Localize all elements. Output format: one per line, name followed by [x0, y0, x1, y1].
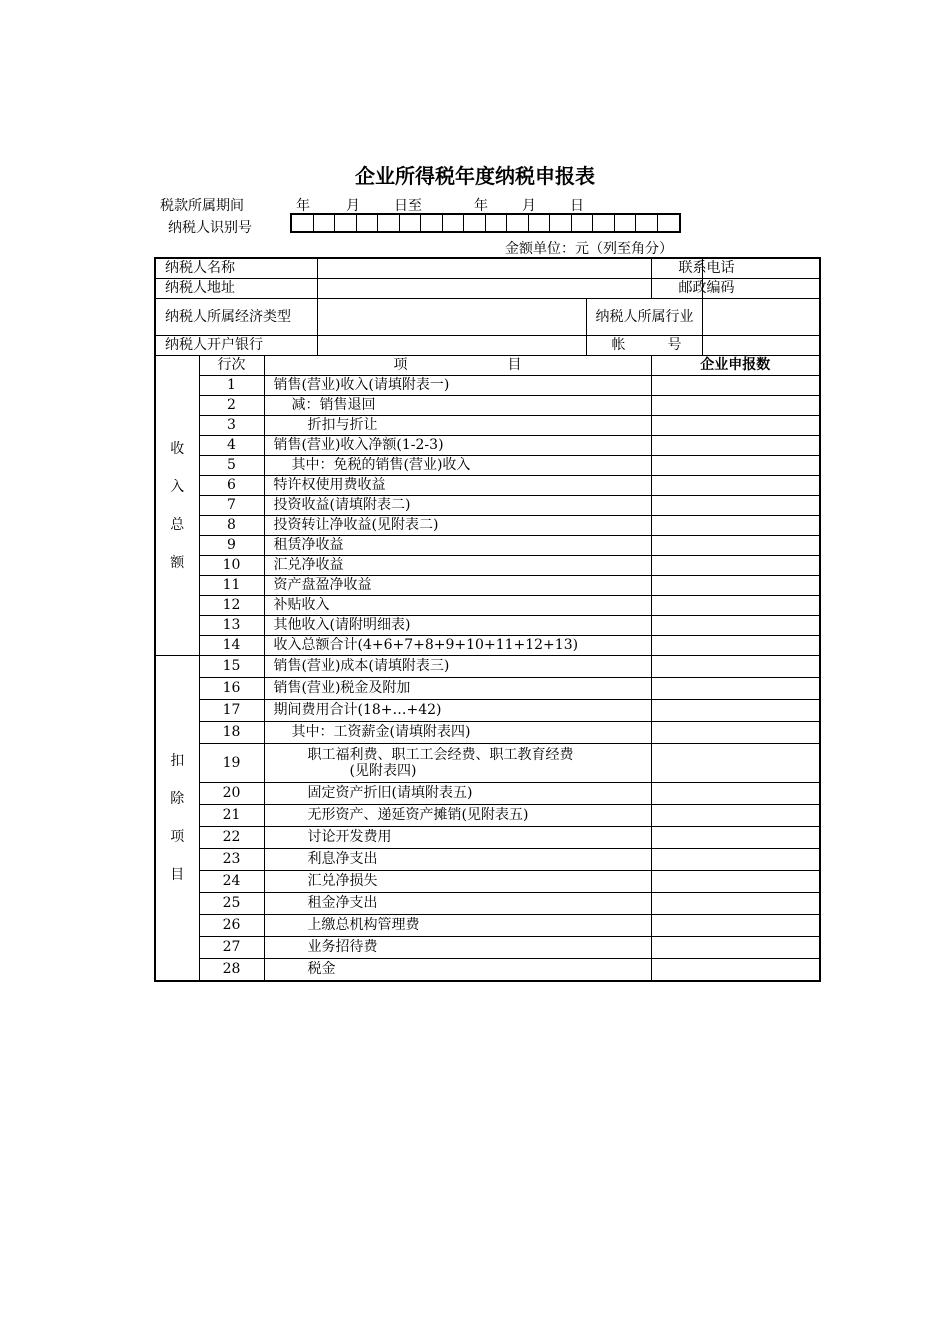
- row-item-text: 期间费用合计(18+…+42): [273, 702, 442, 718]
- section-income-char: 收: [170, 440, 185, 457]
- row-number: 12: [199, 596, 264, 616]
- row-amount-field[interactable]: [651, 556, 820, 576]
- account-field[interactable]: [702, 336, 820, 356]
- row-amount-field[interactable]: [651, 849, 820, 871]
- row-item: [264, 476, 651, 496]
- bank-label: 纳税人开户银行: [155, 336, 317, 356]
- period-line: [160, 195, 584, 215]
- id-digit-box[interactable]: [636, 215, 658, 231]
- row-number: 17: [199, 700, 264, 722]
- info-row-address: [155, 279, 820, 299]
- account-label: 帐 号: [586, 336, 702, 356]
- table-row: [155, 959, 820, 982]
- row-item-text: 其中：工资薪金(请填附表四): [291, 724, 471, 740]
- header-amount: 企业申报数: [651, 356, 820, 376]
- row-amount-field[interactable]: [651, 456, 820, 476]
- row-item: [264, 416, 651, 436]
- row-number: 8: [199, 516, 264, 536]
- row-amount-field[interactable]: [651, 596, 820, 616]
- row-amount-field[interactable]: [651, 416, 820, 436]
- row-item: [264, 596, 651, 616]
- header-item-b: 目: [507, 357, 522, 373]
- id-digit-box[interactable]: [378, 215, 400, 231]
- row-item-text: 销售(营业)收入(请填附表一): [273, 377, 450, 393]
- info-row-econ: [155, 299, 820, 336]
- form-title: 企业所得税年度纳税申报表: [355, 164, 595, 188]
- row-item-text: 其他收入(请附明细表): [273, 617, 411, 633]
- taxpayer-id-label: 纳税人识别号: [168, 220, 252, 236]
- row-number: 11: [199, 576, 264, 596]
- postcode-label: 邮政编码: [651, 279, 702, 299]
- table-row: [155, 744, 820, 783]
- id-digit-box[interactable]: [314, 215, 336, 231]
- table-row: [155, 616, 820, 636]
- header-item: [264, 356, 651, 376]
- id-digit-box[interactable]: [615, 215, 637, 231]
- row-item: [264, 959, 651, 982]
- industry-label: 纳税人所属行业: [586, 299, 702, 336]
- row-item-text: 投资转让净收益(见附表二): [273, 517, 439, 533]
- period-month1: 月: [346, 198, 360, 214]
- row-item: [264, 456, 651, 476]
- row-amount-field[interactable]: [651, 893, 820, 915]
- id-digit-box[interactable]: [357, 215, 379, 231]
- row-number: 28: [199, 959, 264, 982]
- row-amount-field[interactable]: [651, 722, 820, 744]
- row-number: 4: [199, 436, 264, 456]
- section-deduct-char: 扣: [170, 753, 185, 769]
- row-item: [264, 576, 651, 596]
- section-deduct-char: 除: [170, 791, 185, 807]
- row-number: 5: [199, 456, 264, 476]
- period-year1: 年: [296, 198, 310, 214]
- row-amount-field[interactable]: [651, 616, 820, 636]
- row-item-text: 税金: [307, 961, 336, 977]
- row-number: 18: [199, 722, 264, 744]
- row-item-text: 其中：免税的销售(营业)收入: [291, 457, 471, 473]
- row-number: 2: [199, 396, 264, 416]
- row-amount-field[interactable]: [651, 656, 820, 678]
- row-item-text: 销售(营业)成本(请填附表三): [273, 658, 450, 674]
- row-item-text: 固定资产折旧(请填附表五): [307, 785, 473, 801]
- table-row: [155, 656, 820, 678]
- phone-label: 联系电话: [651, 258, 702, 279]
- section-deduct: [155, 656, 199, 982]
- address-field[interactable]: [317, 279, 651, 299]
- id-digit-box[interactable]: [529, 215, 551, 231]
- row-number: 25: [199, 893, 264, 915]
- row-amount-field[interactable]: [651, 915, 820, 937]
- row-number: 22: [199, 827, 264, 849]
- row-item: [264, 496, 651, 516]
- row-item-text: 投资收益(请填附表二): [273, 497, 411, 513]
- period-day2: 日: [570, 198, 584, 214]
- section-deduct-char: 目: [170, 867, 185, 883]
- econ-type-field[interactable]: [317, 299, 586, 336]
- table-row: [155, 396, 820, 416]
- row-item: [264, 516, 651, 536]
- taxpayer-id-boxes[interactable]: [290, 213, 681, 233]
- row-item: [264, 636, 651, 656]
- row-amount-field[interactable]: [651, 396, 820, 416]
- table-row: [155, 937, 820, 959]
- id-digit-box[interactable]: [464, 215, 486, 231]
- row-item-text: 销售(营业)收入净额(1-2-3): [273, 437, 444, 453]
- bank-field[interactable]: [317, 336, 586, 356]
- row-number: 24: [199, 871, 264, 893]
- row-item-text: 租赁净收益: [273, 537, 344, 553]
- econ-type-label: 纳税人所属经济类型: [155, 299, 317, 336]
- row-item: [264, 556, 651, 576]
- table-row: [155, 476, 820, 496]
- table-row: [155, 436, 820, 456]
- table-row: [155, 556, 820, 576]
- table-row: [155, 516, 820, 536]
- row-item-text: 利息净支出: [307, 851, 378, 867]
- id-digit-box[interactable]: [421, 215, 443, 231]
- section-income-char: 总: [170, 516, 185, 533]
- period-month2: 月: [522, 198, 536, 214]
- row-amount-field[interactable]: [651, 476, 820, 496]
- row-amount-field[interactable]: [651, 678, 820, 700]
- row-item: [264, 915, 651, 937]
- table-row: [155, 678, 820, 700]
- row-item: [264, 805, 651, 827]
- row-item-text: 减：销售退回: [291, 397, 376, 413]
- table-row: [155, 496, 820, 516]
- header-item-a: 项: [393, 357, 408, 373]
- table-row: [155, 893, 820, 915]
- table-row: [155, 783, 820, 805]
- row-amount-field[interactable]: [651, 636, 820, 656]
- row-amount-field[interactable]: [651, 744, 820, 783]
- row-item: [264, 893, 651, 915]
- row-amount-field[interactable]: [651, 516, 820, 536]
- period-label: 税款所属期间: [160, 198, 244, 214]
- table-row: [155, 871, 820, 893]
- row-item-text-cont: (见附表四): [349, 763, 417, 779]
- row-number: 7: [199, 496, 264, 516]
- row-number: 1: [199, 376, 264, 396]
- row-item: [264, 616, 651, 636]
- row-item-text: 职工福利费、职工工会经费、职工教育经费: [307, 747, 574, 763]
- row-item: [264, 376, 651, 396]
- row-number: 21: [199, 805, 264, 827]
- row-item: [264, 744, 651, 783]
- header-row: [155, 356, 820, 376]
- row-amount-field[interactable]: [651, 700, 820, 722]
- table-row: [155, 536, 820, 556]
- row-item: [264, 722, 651, 744]
- row-amount-field[interactable]: [651, 576, 820, 596]
- row-item-text: 无形资产、递延资产摊销(见附表五): [307, 807, 529, 823]
- tax-return-table: [154, 257, 821, 982]
- id-digit-box[interactable]: [572, 215, 594, 231]
- id-digit-box[interactable]: [443, 215, 465, 231]
- table-row: [155, 722, 820, 744]
- table-row: [155, 456, 820, 476]
- row-amount-field[interactable]: [651, 805, 820, 827]
- row-item-text: 汇兑净收益: [273, 557, 344, 573]
- period-day-to: 日至: [394, 198, 422, 214]
- row-amount-field[interactable]: [651, 496, 820, 516]
- row-number: 15: [199, 656, 264, 678]
- row-item-text: 租金净支出: [307, 895, 378, 911]
- row-item-text: 上缴总机构管理费: [307, 917, 420, 933]
- row-number: 14: [199, 636, 264, 656]
- row-item-text: 资产盘盈净收益: [273, 577, 372, 593]
- table-row: [155, 636, 820, 656]
- taxpayer-name-label: 纳税人名称: [155, 258, 317, 279]
- table-row: [155, 915, 820, 937]
- row-number: 19: [199, 744, 264, 783]
- id-digit-box[interactable]: [658, 215, 680, 231]
- row-amount-field[interactable]: [651, 871, 820, 893]
- amount-unit: 金额单位：元（列至角分）: [505, 241, 673, 257]
- id-digit-box[interactable]: [400, 215, 422, 231]
- table-row: [155, 376, 820, 396]
- row-item-text: 补贴收入: [273, 597, 330, 613]
- row-item-text: 业务招待费: [307, 939, 378, 955]
- row-number: 20: [199, 783, 264, 805]
- id-digit-box[interactable]: [486, 215, 508, 231]
- row-amount-field[interactable]: [651, 376, 820, 396]
- row-number: 16: [199, 678, 264, 700]
- row-item-text: 讨论开发费用: [307, 829, 392, 845]
- row-item: [264, 849, 651, 871]
- row-amount-field[interactable]: [651, 536, 820, 556]
- info-row-bank: [155, 336, 820, 356]
- row-amount-field[interactable]: [651, 959, 820, 982]
- header-row-no: 行次: [199, 356, 264, 376]
- id-digit-box[interactable]: [507, 215, 529, 231]
- row-item-text: 折扣与折让: [307, 417, 378, 433]
- info-row-name: [155, 258, 820, 279]
- address-label: 纳税人地址: [155, 279, 317, 299]
- row-amount-field[interactable]: [651, 937, 820, 959]
- table-row: [155, 416, 820, 436]
- section-income: [155, 356, 199, 656]
- table-row: [155, 700, 820, 722]
- row-number: 27: [199, 937, 264, 959]
- row-number: 23: [199, 849, 264, 871]
- id-digit-box[interactable]: [335, 215, 357, 231]
- row-item: [264, 937, 651, 959]
- row-item: [264, 656, 651, 678]
- section-income-char: 入: [170, 478, 185, 495]
- row-item: [264, 396, 651, 416]
- taxpayer-name-field[interactable]: [317, 258, 651, 279]
- row-amount-field[interactable]: [651, 783, 820, 805]
- id-digit-box[interactable]: [550, 215, 572, 231]
- section-income-char: 额: [170, 554, 185, 571]
- table-row: [155, 596, 820, 616]
- row-item: [264, 783, 651, 805]
- row-item-text: 销售(营业)税金及附加: [273, 680, 411, 696]
- row-item-text: 汇兑净损失: [307, 873, 378, 889]
- row-number: 3: [199, 416, 264, 436]
- table-row: [155, 576, 820, 596]
- row-item: [264, 436, 651, 456]
- row-item-text: 特许权使用费收益: [273, 477, 386, 493]
- row-number: 10: [199, 556, 264, 576]
- row-number: 6: [199, 476, 264, 496]
- row-number: 26: [199, 915, 264, 937]
- row-number: 9: [199, 536, 264, 556]
- row-item: [264, 536, 651, 556]
- table-row: [155, 805, 820, 827]
- table-row: [155, 827, 820, 849]
- section-deduct-char: 项: [170, 829, 185, 845]
- row-amount-field[interactable]: [651, 827, 820, 849]
- row-item: [264, 700, 651, 722]
- row-item-text: 收入总额合计(4+6+7+8+9+10+11+12+13): [273, 637, 579, 653]
- period-year2: 年: [474, 198, 488, 214]
- row-amount-field[interactable]: [651, 436, 820, 456]
- row-item: [264, 871, 651, 893]
- id-digit-box[interactable]: [593, 215, 615, 231]
- row-item: [264, 678, 651, 700]
- table-row: [155, 849, 820, 871]
- industry-field[interactable]: [702, 299, 820, 336]
- id-digit-box[interactable]: [292, 215, 314, 231]
- row-item: [264, 827, 651, 849]
- row-number: 13: [199, 616, 264, 636]
